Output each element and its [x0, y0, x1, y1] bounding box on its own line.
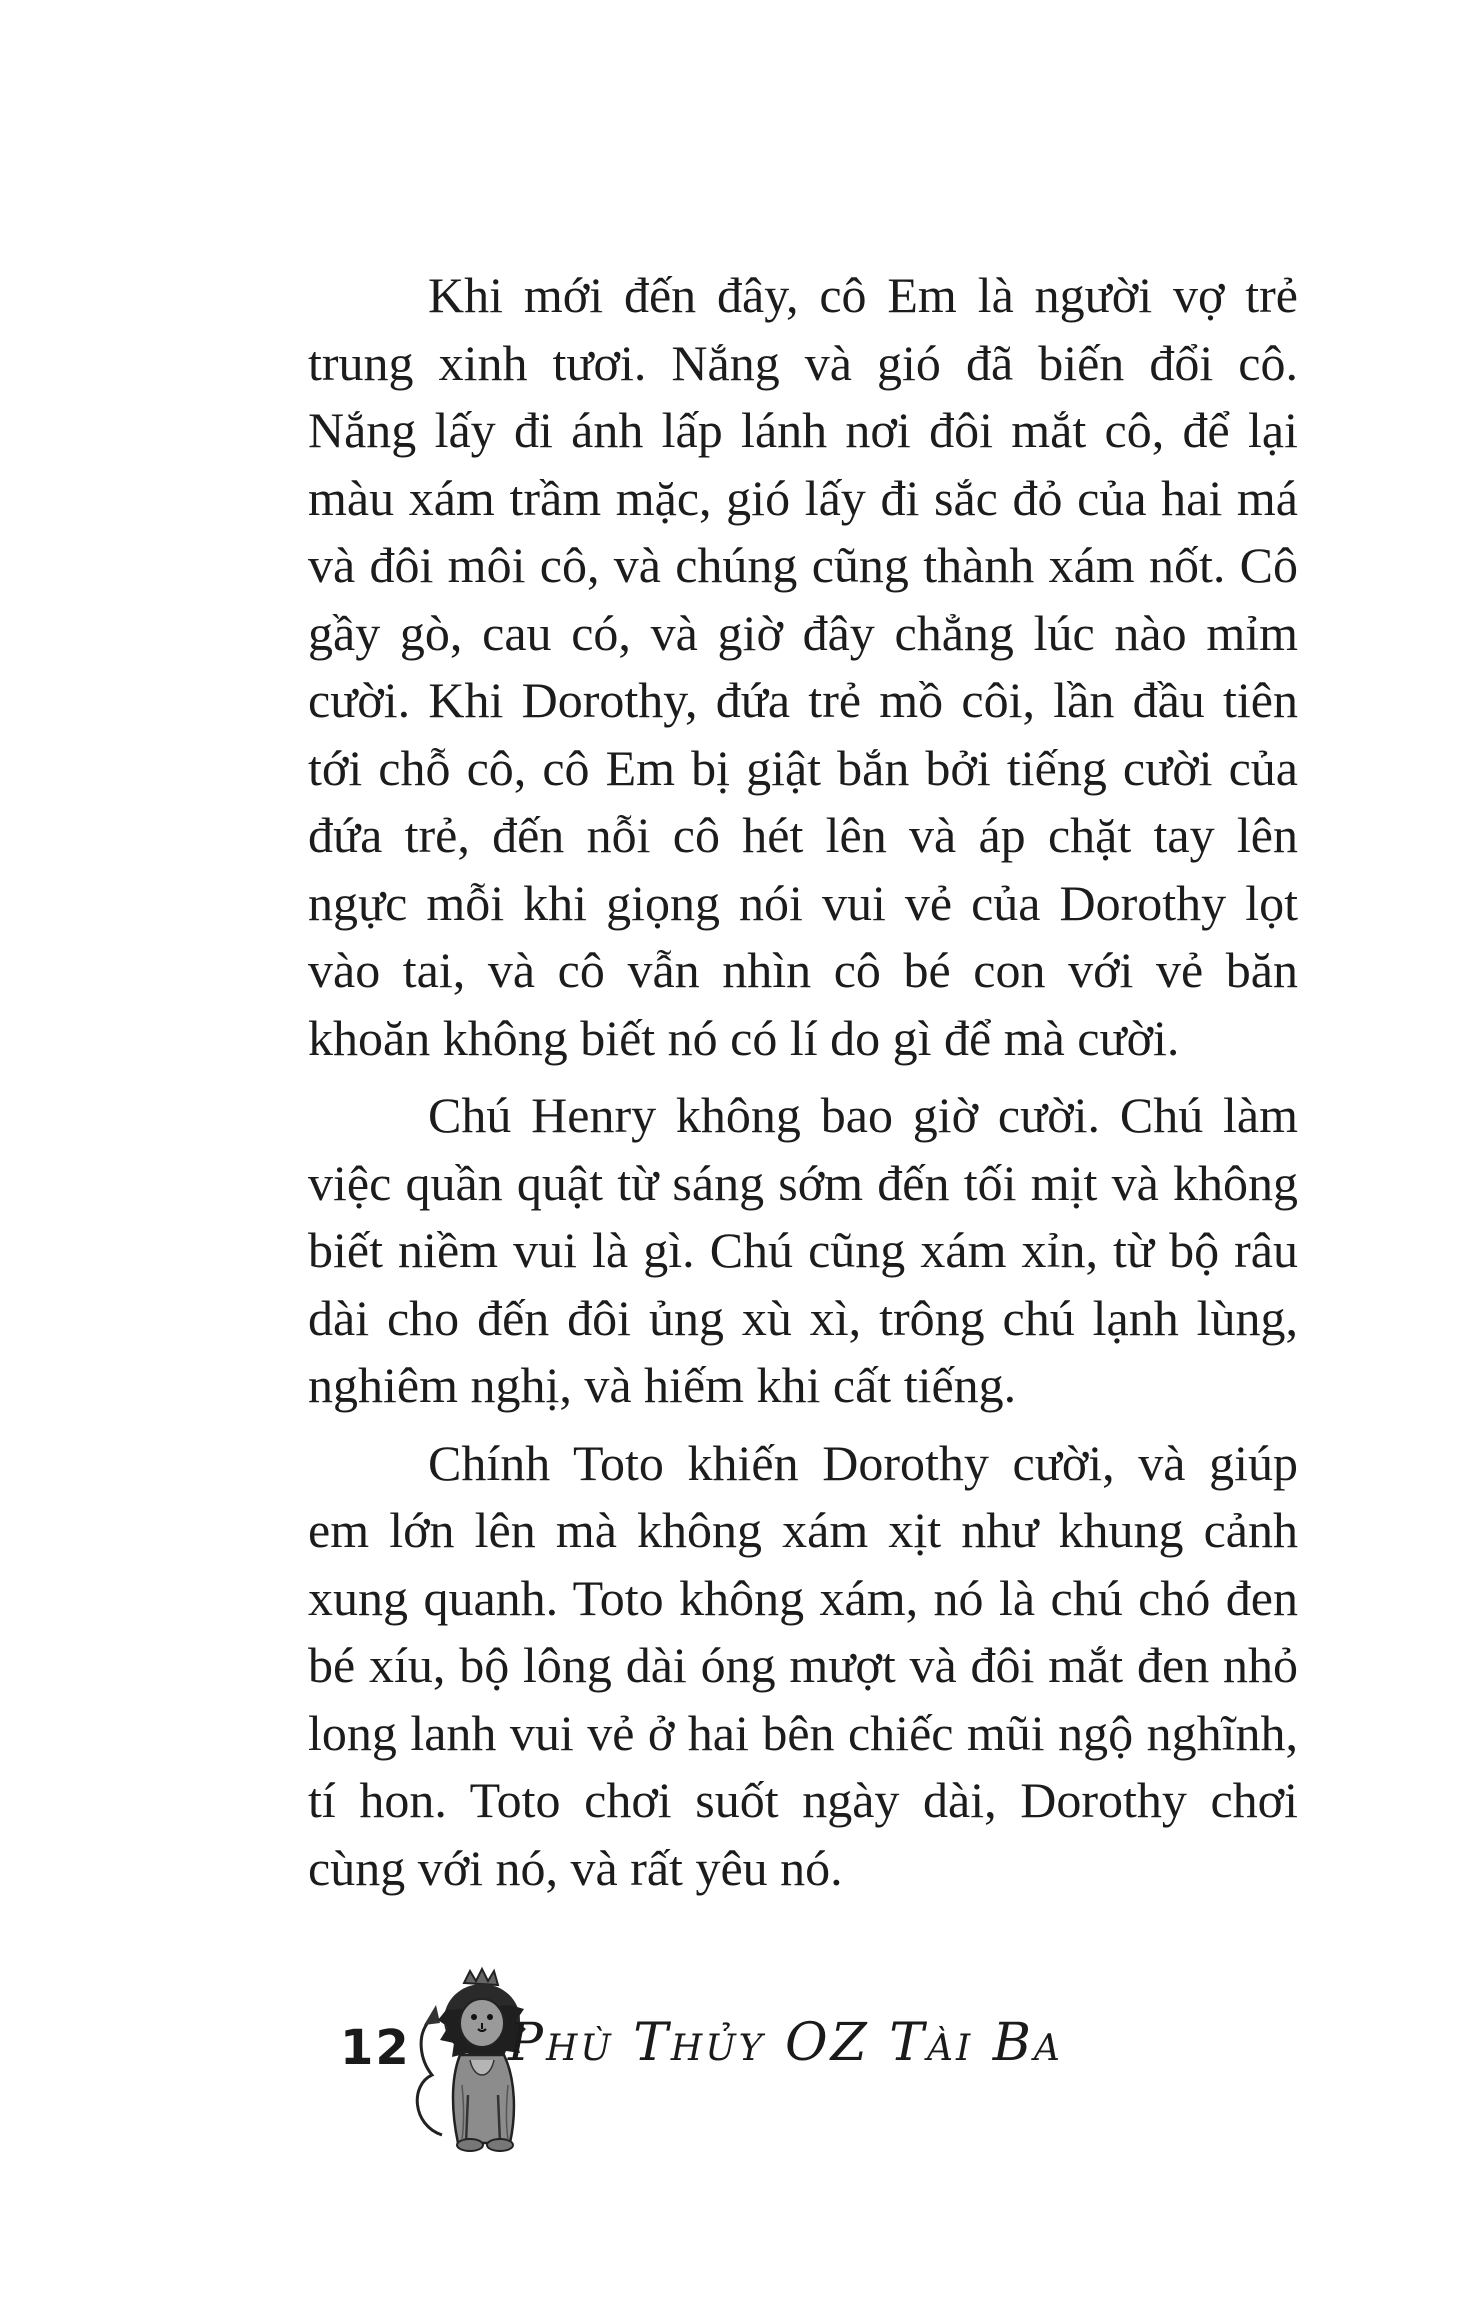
- paragraph-3: Chính Toto khiến Dorothy cười, và giúp em lớn lên mà không xám xịt như khung cảnh xung quanh. Toto không xám, nó là chú chó đen bé xíu, bộ lông dài óng mượt và đôi mắt đen nhỏ long lanh vui vẻ ở hai bên chiếc mũi ngộ nghĩnh, tí hon. Toto chơi suốt ngày dài, Dorothy chơi cùng với nó, và rất yêu nó.: [308, 1434, 1298, 1896]
- paragraph-2: Chú Henry không bao giờ cười. Chú làm việc quần quật từ sáng sớm đến tối mịt và không biết niềm vui là gì. Chú cũng xám xỉn, từ bộ râu dài cho đến đôi ủng xù xì, trông chú lạnh lùng, nghiêm nghị, và hiếm khi cất tiếng.: [308, 1087, 1298, 1413]
- body-text: [308, 262, 1298, 1902]
- paragraph-1: Khi mới đến đây, cô Em là người vợ trẻ trung xinh tươi. Nắng và gió đã biến đổi cô. Nắng lấy đi ánh lấp lánh nơi đôi mắt cô, để lại màu xám trầm mặc, gió lấy đi sắc đỏ của hai má và đôi môi cô, và chúng cũng thành xám nốt. Cô gầy gò, cau có, và giờ đây chẳng lúc nào mỉm cười. Khi Dorothy, đứa trẻ mồ côi, lần đầu tiên tới chỗ cô, cô Em bị giật bắn bởi tiếng cười của đứa trẻ, đến nỗi cô hét lên và áp chặt tay lên ngực mỗi khi giọng nói vui vẻ của Dorothy lọt vào tai, và cô vẫn nhìn cô bé con với vẻ băn khoăn không biết nó có lí do gì để mà cười.: [308, 267, 1298, 1066]
- page-number: 12: [340, 2020, 411, 2076]
- running-title: Phù Thủy OZ Tài Ba: [508, 2013, 1063, 2073]
- page-footer: [340, 1965, 1140, 2155]
